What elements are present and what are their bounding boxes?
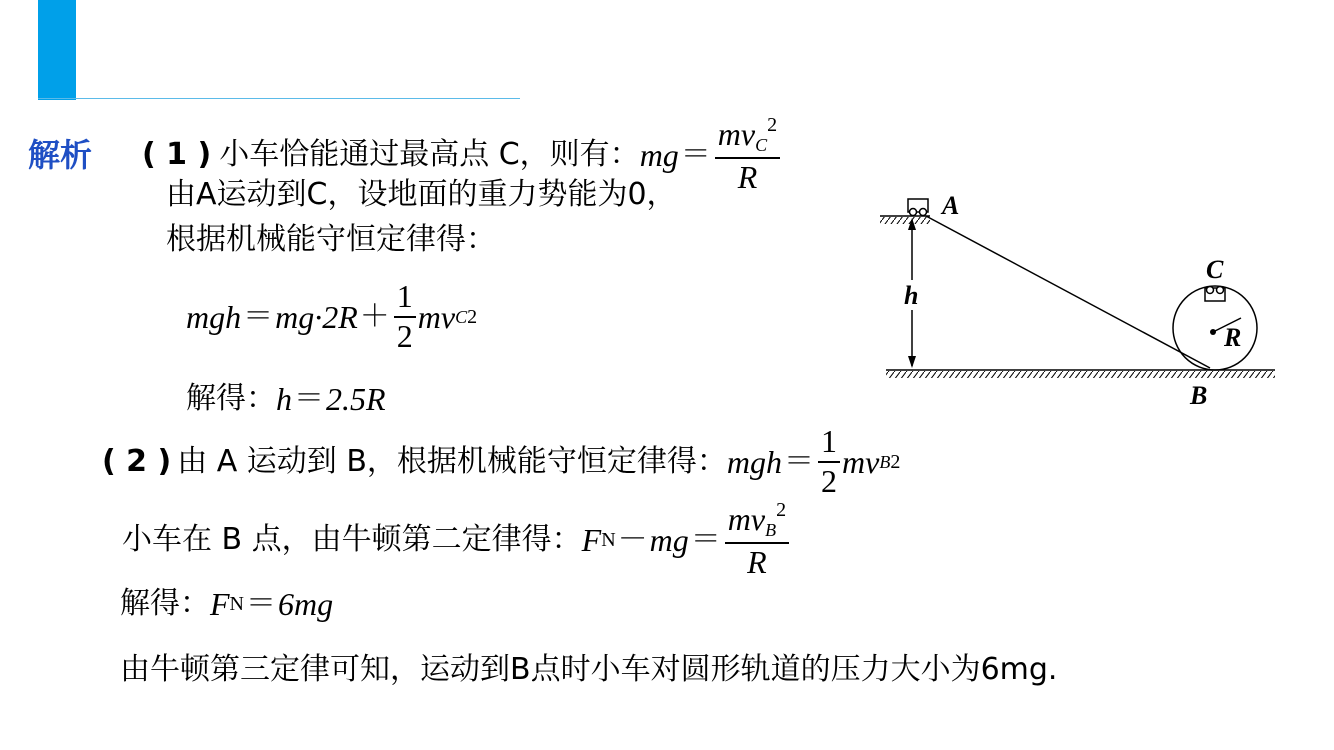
- part1-line3: 根据机械能守恒定律得：: [166, 222, 496, 257]
- eq4-equals: ＝: [690, 521, 721, 557]
- ground-hatch: [886, 371, 1275, 378]
- part1-intro: 小车恰能通过最高点 C，则有：: [219, 136, 640, 172]
- eq4-num-sub: B: [765, 520, 777, 540]
- eq2-fden: 2: [396, 317, 413, 354]
- cart-icon-c: [1205, 287, 1225, 302]
- part2-result: [120, 588, 333, 620]
- eq4-a-sub: N: [601, 528, 616, 551]
- eq2-a: mgh: [186, 298, 242, 335]
- eq4-fraction: [725, 500, 789, 579]
- eq4-num: mv: [727, 501, 766, 537]
- eq2-plus: ＋: [359, 298, 390, 334]
- accent-bar: [38, 0, 76, 100]
- eq1-num: mv: [717, 116, 756, 152]
- eq1-den: R: [737, 158, 758, 195]
- part1-result-a: h: [276, 381, 292, 417]
- eq2-b: mg·2R: [275, 298, 358, 335]
- eq2-c-sub: C: [455, 306, 468, 327]
- part2-text1: 由 A 运动到 B，根据机械能守恒定律得：: [177, 443, 727, 479]
- part2-number: ( 2 ): [102, 443, 172, 479]
- eq4-minus: －: [617, 521, 648, 557]
- label-c: C: [1206, 255, 1224, 284]
- eq2-fnum: 1: [394, 280, 416, 318]
- eq3-b: mv: [842, 443, 880, 480]
- eq2-c: mv: [417, 298, 456, 335]
- analysis-tag: 解析: [28, 135, 93, 174]
- eq3-b-sub: B: [879, 451, 891, 472]
- part1-result-b: 2.5R: [326, 381, 386, 417]
- part2-conclusion: 由牛顿第三定律可知，运动到B点时小车对圆形轨道的压力大小为6mg.: [120, 652, 1058, 687]
- cart-icon-a: [908, 199, 928, 216]
- eq4-num-sup: 2: [776, 499, 787, 521]
- label-a: A: [942, 191, 960, 220]
- part2-text2: 小车在 B 点，由牛顿第二定律得：: [122, 521, 582, 557]
- eq2-fraction: [394, 280, 416, 353]
- part2-result-a: F: [210, 586, 230, 622]
- eq2-c-sup: 2: [467, 305, 478, 328]
- eq3-equals: ＝: [784, 443, 815, 479]
- part1-line2: 由A运动到C，设地面的重力势能为0，: [166, 177, 677, 212]
- part2-result-label: 解得：: [120, 586, 210, 621]
- part2-result-b: 6mg: [278, 586, 334, 622]
- part1-number: ( 1 ): [142, 136, 212, 172]
- part2-result-a-sub: N: [229, 593, 244, 615]
- eq1-lhs: mg: [639, 136, 679, 173]
- eq4-den: R: [747, 543, 767, 580]
- eq4-a: F: [581, 521, 602, 558]
- eq3-fnum: 1: [818, 425, 840, 463]
- part1-result-equals: ＝: [294, 381, 324, 416]
- label-b: B: [1190, 381, 1208, 410]
- part1-result: [186, 383, 386, 415]
- eq1-num-sup: 2: [767, 114, 778, 136]
- eq2-equals: ＝: [243, 298, 274, 334]
- track-diagram: [870, 180, 1290, 420]
- label-h: h: [904, 281, 919, 310]
- height-arrow-bottom: [908, 356, 916, 368]
- eq3-fden: 2: [821, 462, 838, 499]
- eq2-line: [186, 280, 477, 353]
- eq1-num-sub: C: [755, 135, 768, 155]
- top-ledge-hatch: [880, 217, 930, 224]
- part2-line2: [122, 500, 791, 579]
- part2-header-line: [102, 425, 900, 498]
- label-r: R: [1224, 323, 1242, 352]
- part1-result-label: 解得：: [186, 381, 276, 416]
- eq1-fraction: [715, 115, 780, 194]
- eq3-fraction: [818, 425, 840, 498]
- accent-underline: [38, 98, 520, 99]
- incline-track: [926, 216, 1210, 368]
- eq3-b-sup: 2: [890, 450, 901, 473]
- eq3-a: mgh: [726, 443, 783, 480]
- eq1-equals: ＝: [680, 136, 711, 172]
- eq4-b: mg: [649, 521, 689, 558]
- part2-result-equals: ＝: [246, 586, 276, 621]
